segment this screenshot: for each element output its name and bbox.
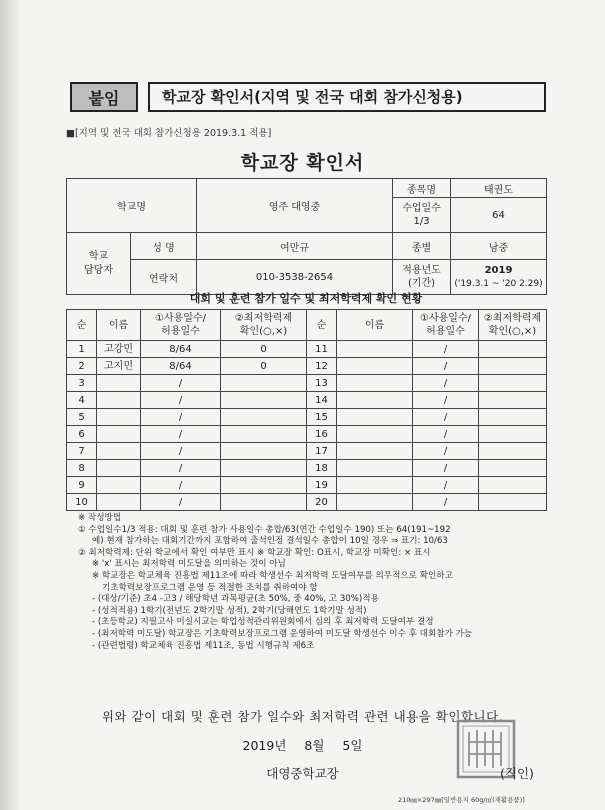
used-days-left: / [141,477,221,494]
manager-label [67,233,131,295]
student-name-right [337,409,413,426]
note-line: - (초등학교) 지필고사 미실시교는 학업성적관리위원회에서 심의 후 최저학력 도달여부 결정 [92,617,434,628]
used-days-left: / [141,494,221,511]
min-grade-check-left [221,477,307,494]
student-name-left [97,494,141,511]
header-no-right: 순 [307,310,337,341]
student-name-left: 고강민 [97,341,141,358]
header-check-left [221,310,307,341]
row-number-right: 11 [307,341,337,358]
row-number-left: 1 [67,341,97,358]
min-grade-check-right [479,341,547,358]
note-line: - (대상/기준) 초4 -고3 / 해당학년 과목평균(초 50%, 중 40%, 고 30%)적용 [92,594,379,605]
min-grade-check-left [221,460,307,477]
min-grade-check-right [479,494,547,511]
note-line: ※ 학교장은 학교체육 진흥법 제11조에 따라 학생선수 최저학력 도달여부를 의무적으로 확인하고 [92,570,453,581]
form-subnote: ■[지역 및 전국 대회 참가신청용 2019.3.1 적용] [66,128,272,139]
row-number-left: 8 [67,460,97,477]
document-title: 학교장 확인서 [240,152,365,174]
table-row [67,494,547,511]
used-days-right: / [413,375,479,392]
used-days-left: / [141,426,221,443]
attachment-title: 학교장 확인서(지역 및 전국 대회 참가신청용) [148,82,546,112]
table-row [67,460,547,477]
period-range: ('19.3.1 ~ '20 2.29) [454,278,543,289]
confirmation-statement: 위와 같이 대회 및 훈련 참가 일수와 최저학력 관련 내용을 확인합니다. [101,709,504,724]
contact-value: 010-3538-2654 [197,260,393,295]
student-name-right [337,460,413,477]
roster-table [66,309,547,511]
student-name-right [337,358,413,375]
table-row [67,392,547,409]
table-row [67,443,547,460]
roster-section-heading: 대회 및 훈련 참가 일수 및 최저학력제 확인 현황 [189,292,423,305]
row-number-right: 13 [307,375,337,392]
min-grade-check-right [479,460,547,477]
student-name-left [97,409,141,426]
note-line: ① 수업일수1/3 적용: 대회 및 훈련 참가 사용일수 총합/63(연간 수업일수 190) 또는 64(191~192 [78,524,451,535]
min-grade-check-left [221,426,307,443]
period-label-line2: (기간) [407,278,436,289]
row-number-right: 15 [307,409,337,426]
row-number-left: 3 [67,375,97,392]
used-days-right: / [413,426,479,443]
used-days-right: / [413,477,479,494]
student-name-right [337,426,413,443]
contact-label: 연락처 [131,260,197,295]
table-row [67,477,547,494]
header-days-line1: ①사용일수/ [155,313,206,324]
min-grade-check-left [221,443,307,460]
gender-value: 남중 [451,233,547,260]
header-check-line1: ②최저학력제 [234,313,293,324]
row-number-right: 20 [307,494,337,511]
days-label-line2: 1/3 [413,216,430,227]
header-days-left [141,310,221,341]
attachment-tag: 붙임 [70,82,138,112]
row-number-right: 17 [307,443,337,460]
date-day: 5일 [342,738,363,753]
min-grade-check-right [479,375,547,392]
min-grade-check-right [479,477,547,494]
min-grade-check-right [479,426,547,443]
header-name-right: 이름 [337,310,413,341]
min-grade-check-right [479,409,547,426]
used-days-left: / [141,409,221,426]
used-days-left: / [141,392,221,409]
min-grade-check-left [221,392,307,409]
row-number-left: 2 [67,358,97,375]
min-grade-check-right [479,392,547,409]
table-row [67,375,547,392]
used-days-right: / [413,443,479,460]
used-days-right: / [413,409,479,426]
days-value: 64 [451,198,547,233]
row-number-right: 18 [307,460,337,477]
header-check-line2: 확인(○,×) [239,326,288,337]
header-name-left: 이름 [97,310,141,341]
row-number-left: 5 [67,409,97,426]
note-line: ② 최저학력제: 단위 학교에서 확인 여부만 표시 ※ 학교장 확인: O표시, 학교장 미확인: × 표시 [78,547,431,558]
principal-signature: 대영중학교장 [266,766,339,781]
manager-label-line1: 학교 [88,250,109,262]
event-value: 태권도 [451,179,547,198]
header-no-left: 순 [67,310,97,341]
table-row [67,341,547,358]
header-check-right [479,310,547,341]
student-name-right [337,341,413,358]
min-grade-check-left: 0 [221,358,307,375]
note-line: ※ 'x' 표시는 최저학력 미도달을 의미하는 것이 아님 [92,559,286,570]
min-grade-check-right [479,358,547,375]
min-grade-check-right [479,443,547,460]
header-days-line2: 허용일수 [161,326,200,337]
school-label: 학교명 [67,179,197,233]
used-days-left: 8/64 [141,358,221,375]
school-value: 영주 대영중 [197,179,393,233]
name-value: 여만규 [197,233,393,260]
min-grade-check-left [221,409,307,426]
used-days-left: / [141,375,221,392]
note-line: - (최저학력 미도달) 학교장은 기초학력보장프로그램 운영하여 미도달 학생선수 이수 후 대회참가 가능 [92,628,473,639]
note-line: - (성적적용) 1학기(전년도 2학기말 성적), 2학기(당해연도 1학기말 성적) [92,605,367,616]
student-name-right [337,392,413,409]
row-number-right: 14 [307,392,337,409]
student-name-right [337,443,413,460]
table-row [67,426,547,443]
header-days-right [413,310,479,341]
event-label: 종목명 [393,179,451,198]
row-number-left: 10 [67,494,97,511]
used-days-right: / [413,341,479,358]
used-days-left: / [141,443,221,460]
min-grade-check-left [221,494,307,511]
period-label-line1: 적용년도 [402,265,441,276]
student-name-left [97,477,141,494]
manager-label-line2: 담당자 [84,264,113,276]
roster-header-row [67,310,547,341]
days-label-line1: 수업일수 [402,203,441,214]
school-info-table [66,178,547,295]
header-days-line1: ①사용일수/ [420,313,471,324]
student-name-left: 고지민 [97,358,141,375]
paper-size-note: 210㎜×297㎜[일반용지 60g/㎡(재활용품)] [398,796,525,804]
header-days-line2: 허용일수 [426,326,465,337]
student-name-left [97,392,141,409]
row-number-left: 4 [67,392,97,409]
note-line: 기초학력보장프로그램 운영 등 적절한 조치를 취하여야 함 [102,582,318,593]
notes-heading: ※ 작성방법 [78,513,122,523]
row-number-right: 19 [307,477,337,494]
scan-edge-shadow [0,0,22,810]
header-check-line2: 확인(○,×) [488,326,537,337]
writing-instructions [78,513,548,652]
date-year: 2019년 [242,738,287,753]
table-row [67,358,547,375]
student-name-left [97,443,141,460]
used-days-right: / [413,460,479,477]
used-days-right: / [413,392,479,409]
seal-label: (직인) [500,766,534,781]
min-grade-check-left [221,375,307,392]
row-number-left: 6 [67,426,97,443]
header-check-line1: ②최저학력제 [483,313,542,324]
used-days-left: / [141,460,221,477]
student-name-left [97,426,141,443]
used-days-left: 8/64 [141,341,221,358]
row-number-right: 16 [307,426,337,443]
gender-label: 종별 [393,233,451,260]
used-days-right: / [413,494,479,511]
student-name-left [97,460,141,477]
name-label: 성 명 [131,233,197,260]
row-number-left: 9 [67,477,97,494]
note-line: 예) 현재 참가하는 대회기간까지 포함하여 출석인정 결석일수 총합이 10일 경우 ⇒ 표기: 10/63 [92,536,448,547]
days-label [393,198,451,233]
min-grade-check-left: 0 [221,341,307,358]
attachment-banner [66,80,548,114]
student-name-right [337,494,413,511]
student-name-left [97,375,141,392]
date-month: 8월 [304,738,325,753]
table-row [67,409,547,426]
row-number-left: 7 [67,443,97,460]
student-name-right [337,477,413,494]
period-year: 2019 [484,264,513,276]
used-days-right: / [413,358,479,375]
row-number-right: 12 [307,358,337,375]
student-name-right [337,375,413,392]
note-line: - (관련법령) 학교체육 진흥법 제11조, 동법 시행규칙 제6조 [92,640,315,651]
